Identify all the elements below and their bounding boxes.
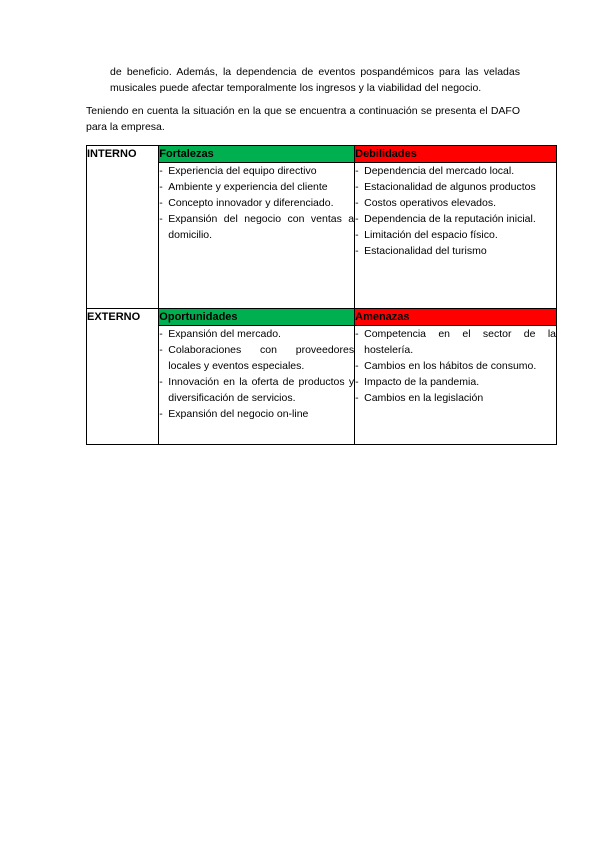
paragraph-continuation: de beneficio. Además, la dependencia de eventos pospandémicos para las veladas musicales puede afectar temporalmente los ingresos y la viabilidad del negocio.	[110, 66, 520, 94]
list-item: - Expansión del mercado.	[159, 326, 354, 342]
opportunities-list	[159, 326, 354, 422]
list-item: - Dependencia del mercado local.	[355, 163, 556, 179]
dafo-external-header-row	[87, 309, 557, 326]
list-item: - Costos operativos elevados.	[355, 195, 556, 211]
list-item: - Cambios en la legislación	[355, 390, 556, 406]
threats-cell	[355, 326, 557, 445]
strengths-cell	[159, 163, 355, 309]
list-item: - Expansión del negocio on-line	[159, 406, 354, 422]
threats-list	[355, 326, 556, 406]
list-item: - Cambios en los hábitos de consumo.	[355, 358, 556, 374]
list-item: - Competencia en el sector de la hostelería.	[355, 326, 556, 358]
external-label-text: EXTERNO	[87, 311, 141, 323]
list-item: - Experiencia del equipo directivo	[159, 163, 354, 179]
list-item: - Estacionalidad del turismo	[355, 243, 556, 259]
list-item: - Innovación en la oferta de productos y diversificación de servicios.	[159, 374, 354, 406]
threats-header: Amenazas	[355, 309, 557, 326]
strengths-header: Fortalezas	[159, 146, 355, 163]
internal-label-text: INTERNO	[87, 148, 137, 160]
list-item: - Limitación del espacio físico.	[355, 227, 556, 243]
list-item: - Concepto innovador y diferenciado.	[159, 195, 354, 211]
external-label	[87, 309, 159, 445]
list-item: - Ambiente y experiencia del cliente	[159, 179, 354, 195]
list-item: - Expansión del negocio con ventas a domicilio.	[159, 211, 354, 243]
opportunities-header: Oportunidades	[159, 309, 355, 326]
internal-label	[87, 146, 159, 309]
weaknesses-header: Debilidades	[355, 146, 557, 163]
list-item: - Colaboraciones con proveedores locales y eventos especiales.	[159, 342, 354, 374]
dafo-internal-header-row	[87, 146, 557, 163]
list-item: - Estacionalidad de algunos productos	[355, 179, 556, 195]
weaknesses-list	[355, 163, 556, 259]
opportunities-cell	[159, 326, 355, 445]
paragraph-intro: Teniendo en cuenta la situación en la que se encuentra a continuación se presenta el DAFO para la empresa.	[86, 105, 520, 133]
list-item: - Impacto de la pandemia.	[355, 374, 556, 390]
strengths-list	[159, 163, 354, 243]
list-item: - Dependencia de la reputación inicial.	[355, 211, 556, 227]
weaknesses-cell	[355, 163, 557, 309]
dafo-table	[86, 145, 557, 445]
